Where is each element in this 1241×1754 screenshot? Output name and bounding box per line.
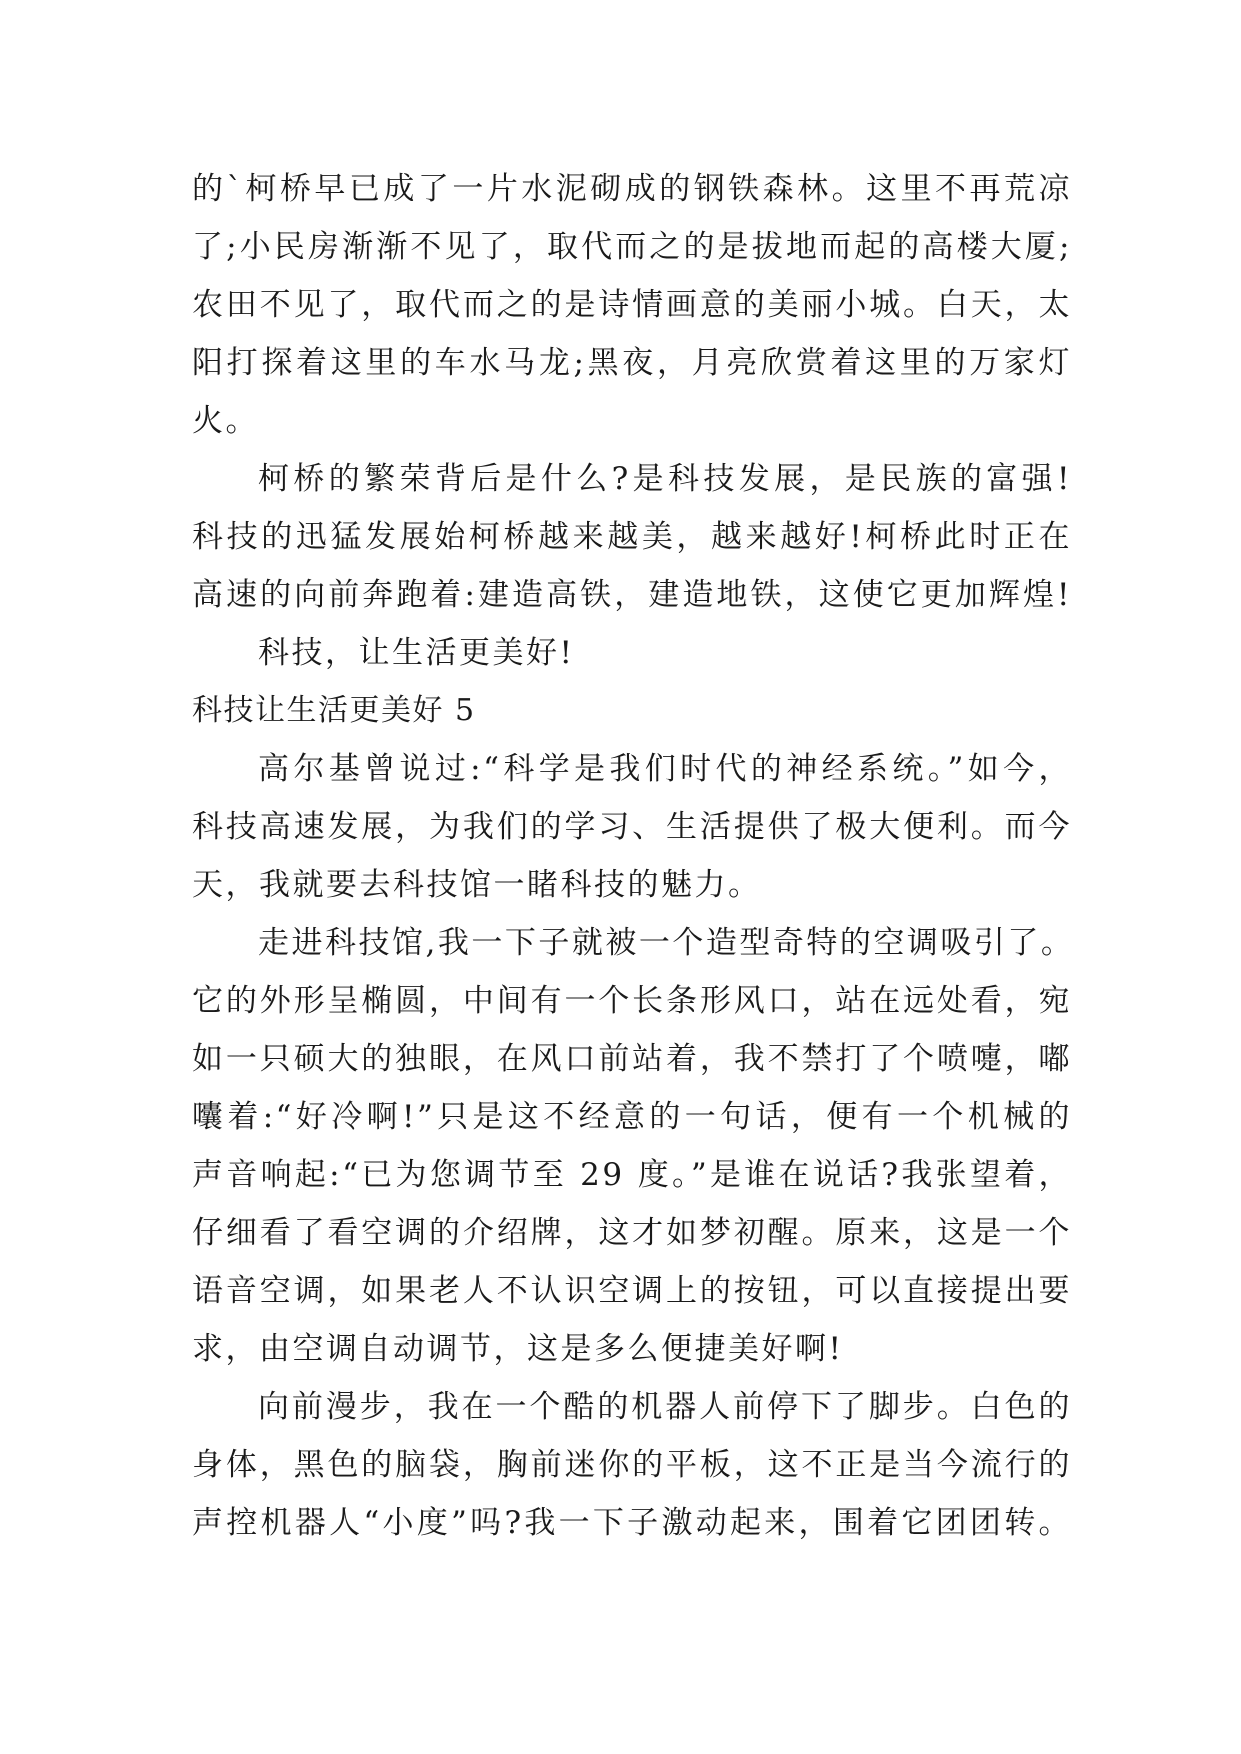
text-line: 仔细看了看空调的介绍牌，这才如梦初醒。原来，这是一个 [192, 1215, 1072, 1251]
section-heading: 科技让生活更美好 5 [192, 693, 476, 728]
document-body [192, 160, 1075, 1552]
text-line: 科技的迅猛发展始柯桥越来越美，越来越好!柯桥此时正在 [192, 519, 1072, 555]
text-line: 阳打探着这里的车水马龙;黑夜，月亮欣赏着这里的万家灯 [192, 345, 1072, 381]
text-line: 如一只硕大的独眼，在风口前站着，我不禁打了个喷嚏，嘟 [192, 1041, 1072, 1077]
text-line: 囔着:“好冷啊!”只是这不经意的一句话，便有一个机械的 [192, 1099, 1072, 1135]
text-line: 语音空调，如果老人不认识空调上的按钮，可以直接提出要 [192, 1273, 1072, 1309]
text-line: 向前漫步，我在一个酷的机器人前停下了脚步。白色的 [258, 1389, 1072, 1425]
text-line: 求，由空调自动调节，这是多么便捷美好啊! [192, 1331, 844, 1367]
text-line: 走进科技馆,我一下子就被一个造型奇特的空调吸引了。 [258, 925, 1075, 961]
text-line: 农田不见了，取代而之的是诗情画意的美丽小城。白天，太 [192, 287, 1072, 323]
text-line: 声控机器人“小度”吗?我一下子激动起来，围着它团团转。 [192, 1505, 1072, 1541]
text-line: 科技高速发展，为我们的学习、生活提供了极大便利。而今 [192, 809, 1072, 845]
text-line: 火。 [192, 403, 259, 439]
text-line: 柯桥的繁荣背后是什么?是科技发展，是民族的富强! [258, 461, 1072, 497]
text-line: 身体，黑色的脑袋，胸前迷你的平板，这不正是当今流行的 [192, 1447, 1072, 1483]
text-line: 高速的向前奔跑着:建造高铁，建造地铁，这使它更加辉煌! [192, 577, 1072, 613]
text-line: 科技，让生活更美好! [258, 635, 575, 671]
text-line: 天，我就要去科技馆一睹科技的魅力。 [192, 867, 762, 903]
text-line: 声音响起:“已为您调节至 29 度。”是谁在说话?我张望着， [192, 1157, 1072, 1193]
text-line: 了;小民房渐渐不见了，取代而之的是拔地而起的高楼大厦; [192, 229, 1072, 265]
text-line: 高尔基曾说过:“科学是我们时代的神经系统。”如今， [258, 751, 1072, 787]
text-line: 的`柯桥早已成了一片水泥砌成的钢铁森林。这里不再荒凉 [192, 171, 1072, 207]
text-line: 它的外形呈椭圆，中间有一个长条形风口，站在远处看，宛 [192, 983, 1072, 1019]
